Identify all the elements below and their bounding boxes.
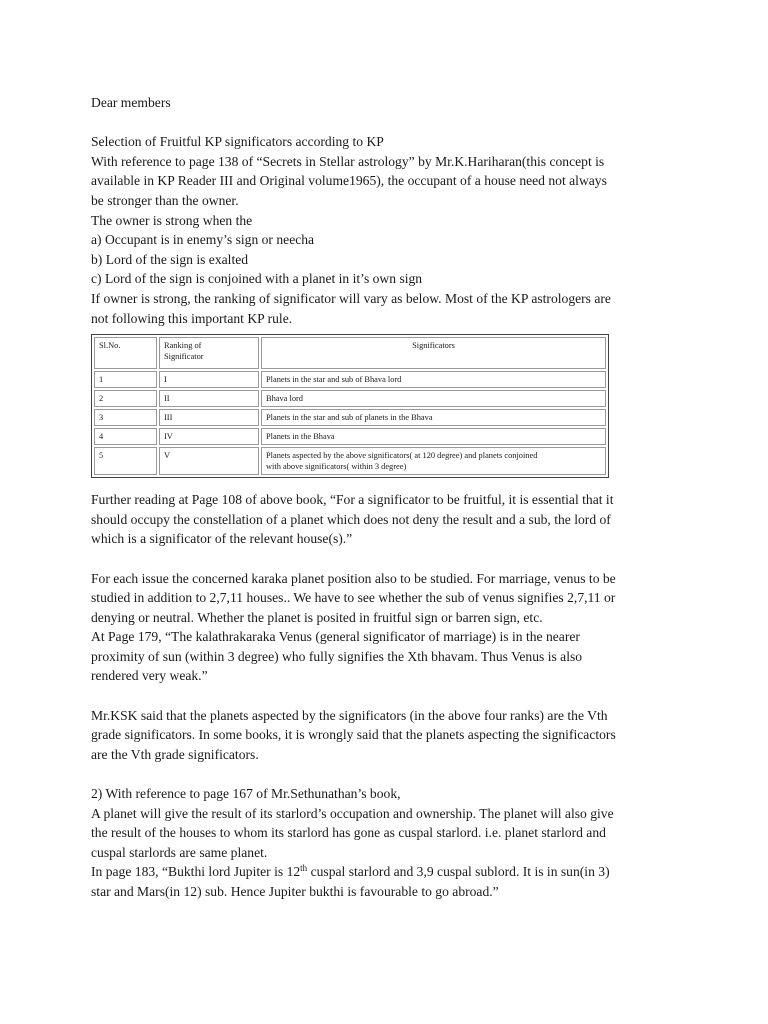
cell-sl-no: 2 [94,390,157,407]
paragraph-line: should occupy the constellation of a planet which does not deny the result and a sub, the lord of [91,511,611,527]
header-sl-no: Sl.No. [94,337,157,369]
cell-sl-no: 4 [94,428,157,445]
paragraph-line: Further reading at Page 108 of above book, “For a significator to be fruitful, it is essential that it [91,492,614,508]
paragraph-line: grade significators. In some books, it is wrongly said that the planets aspecting the significactors [91,727,616,743]
paragraph-line: 2) With reference to page 167 of Mr.Sethunathan’s book, [91,786,401,802]
paragraph-line: star and Mars(in 12) sub. Hence Jupiter bukthi is favourable to go abroad.” [91,884,499,899]
paragraph-line: the result of the houses to whom its starlord has gone as cuspal starlord. i.e. planet starlord and [91,825,606,841]
intro-line: The owner is strong when the [91,212,253,228]
cell-ranking: V [159,447,259,475]
cell-sl-no: 1 [94,371,157,388]
cell-ranking: IV [159,428,259,445]
condition-a: a) Occupant is in enemy’s sign or neecha [91,232,315,248]
paragraph-line: For each issue the concerned karaka planet position also to be studied. For marriage, venus to be [91,570,616,586]
table-row [94,390,606,407]
text-run: cuspal starlord and 3,9 cuspal sublord. It is in sun(in 3) [307,864,610,880]
paragraph-line [91,862,681,882]
intro-line: not following this important KP rule. [91,310,293,326]
paragraph-line: are the Vth grade significators. [91,746,259,762]
table-row [94,371,606,388]
paragraph-line: which is a significator of the relevant house(s).” [91,531,353,547]
cell-significators [261,447,606,475]
header-ranking-line: Significator [164,352,204,362]
cell-ranking: I [159,371,259,388]
paragraph-line: denying or neutral. Whether the planet is posited in fruitful sign or barren sign, etc. [91,609,543,625]
table-row [94,428,606,445]
table-row [94,409,606,426]
cell-ranking: III [159,409,259,426]
intro-line: If owner is strong, the ranking of significator will vary as below. Most of the KP astrologers are [91,290,611,306]
cell-ranking: II [159,390,259,407]
cell-significators: Planets in the star and sub of Bhava lord [261,371,606,388]
blank-line [91,549,681,569]
further-reading-paragraph [91,490,681,549]
greeting: Dear members [91,95,171,110]
cell-significators: Planets in the Bhava [261,428,606,445]
table-header-row [94,337,606,369]
intro-line: be stronger than the owner. [91,192,239,208]
cell-significators-line: with above significators( within 3 degree) [266,462,407,472]
condition-b: b) Lord of the sign is exalted [91,251,249,267]
intro-line: With reference to page 138 of “Secrets in Stellar astrology” by Mr.K.Hariharan(this concept is [91,153,605,169]
karaka-paragraph [91,569,681,687]
paragraph-line: At Page 179, “The kalathrakaraka Venus (general significator of marriage) is in the nearer [91,629,580,645]
blank-line [91,764,681,784]
cell-significators-line: Planets aspected by the above significators( at 120 degree) and planets conjoined [266,451,538,461]
table-row [94,447,606,475]
condition-c: c) Lord of the sign is conjoined with a planet in it’s own sign [91,271,423,287]
text-run: In page 183, “Bukthi lord Jupiter is 12 [91,864,301,880]
cell-sl-no: 5 [94,447,157,475]
cell-sl-no: 3 [94,409,157,426]
significator-ranking-table [91,334,609,478]
cell-significators: Planets in the star and sub of planets in the Bhava [261,409,606,426]
header-ranking [159,337,259,369]
sethunathan-paragraph [91,784,681,902]
paragraph-line: Mr.KSK said that the planets aspected by the significators (in the above four ranks) are the Vth [91,707,608,723]
intro-line: available in KP Reader III and Original volume1965), the occupant of a house need not always [91,173,607,189]
ksk-paragraph [91,706,681,765]
cell-significators: Bhava lord [261,390,606,407]
blank-line [91,113,681,133]
document-page [91,93,681,902]
paragraph-line: cuspal starlords are same planet. [91,844,268,860]
paragraph-line: proximity of sun (within 3 degree) who fully signifies the Xth bhavam. Thus Venus is also [91,648,583,664]
intro-title: Selection of Fruitful KP significators according to KP [91,134,384,150]
header-significators: Significators [261,337,606,369]
superscript-th: th [300,863,308,874]
intro-paragraph [91,132,681,328]
paragraph-line: rendered very weak.” [91,668,208,684]
blank-line [91,686,681,706]
header-ranking-line: Ranking of [164,341,202,351]
paragraph-line: studied in addition to 2,7,11 houses.. We have to see whether the sub of venus signifies 2,7,11 or [91,590,616,606]
paragraph-line: A planet will give the result of its starlord’s occupation and ownership. The planet will also give [91,805,614,821]
